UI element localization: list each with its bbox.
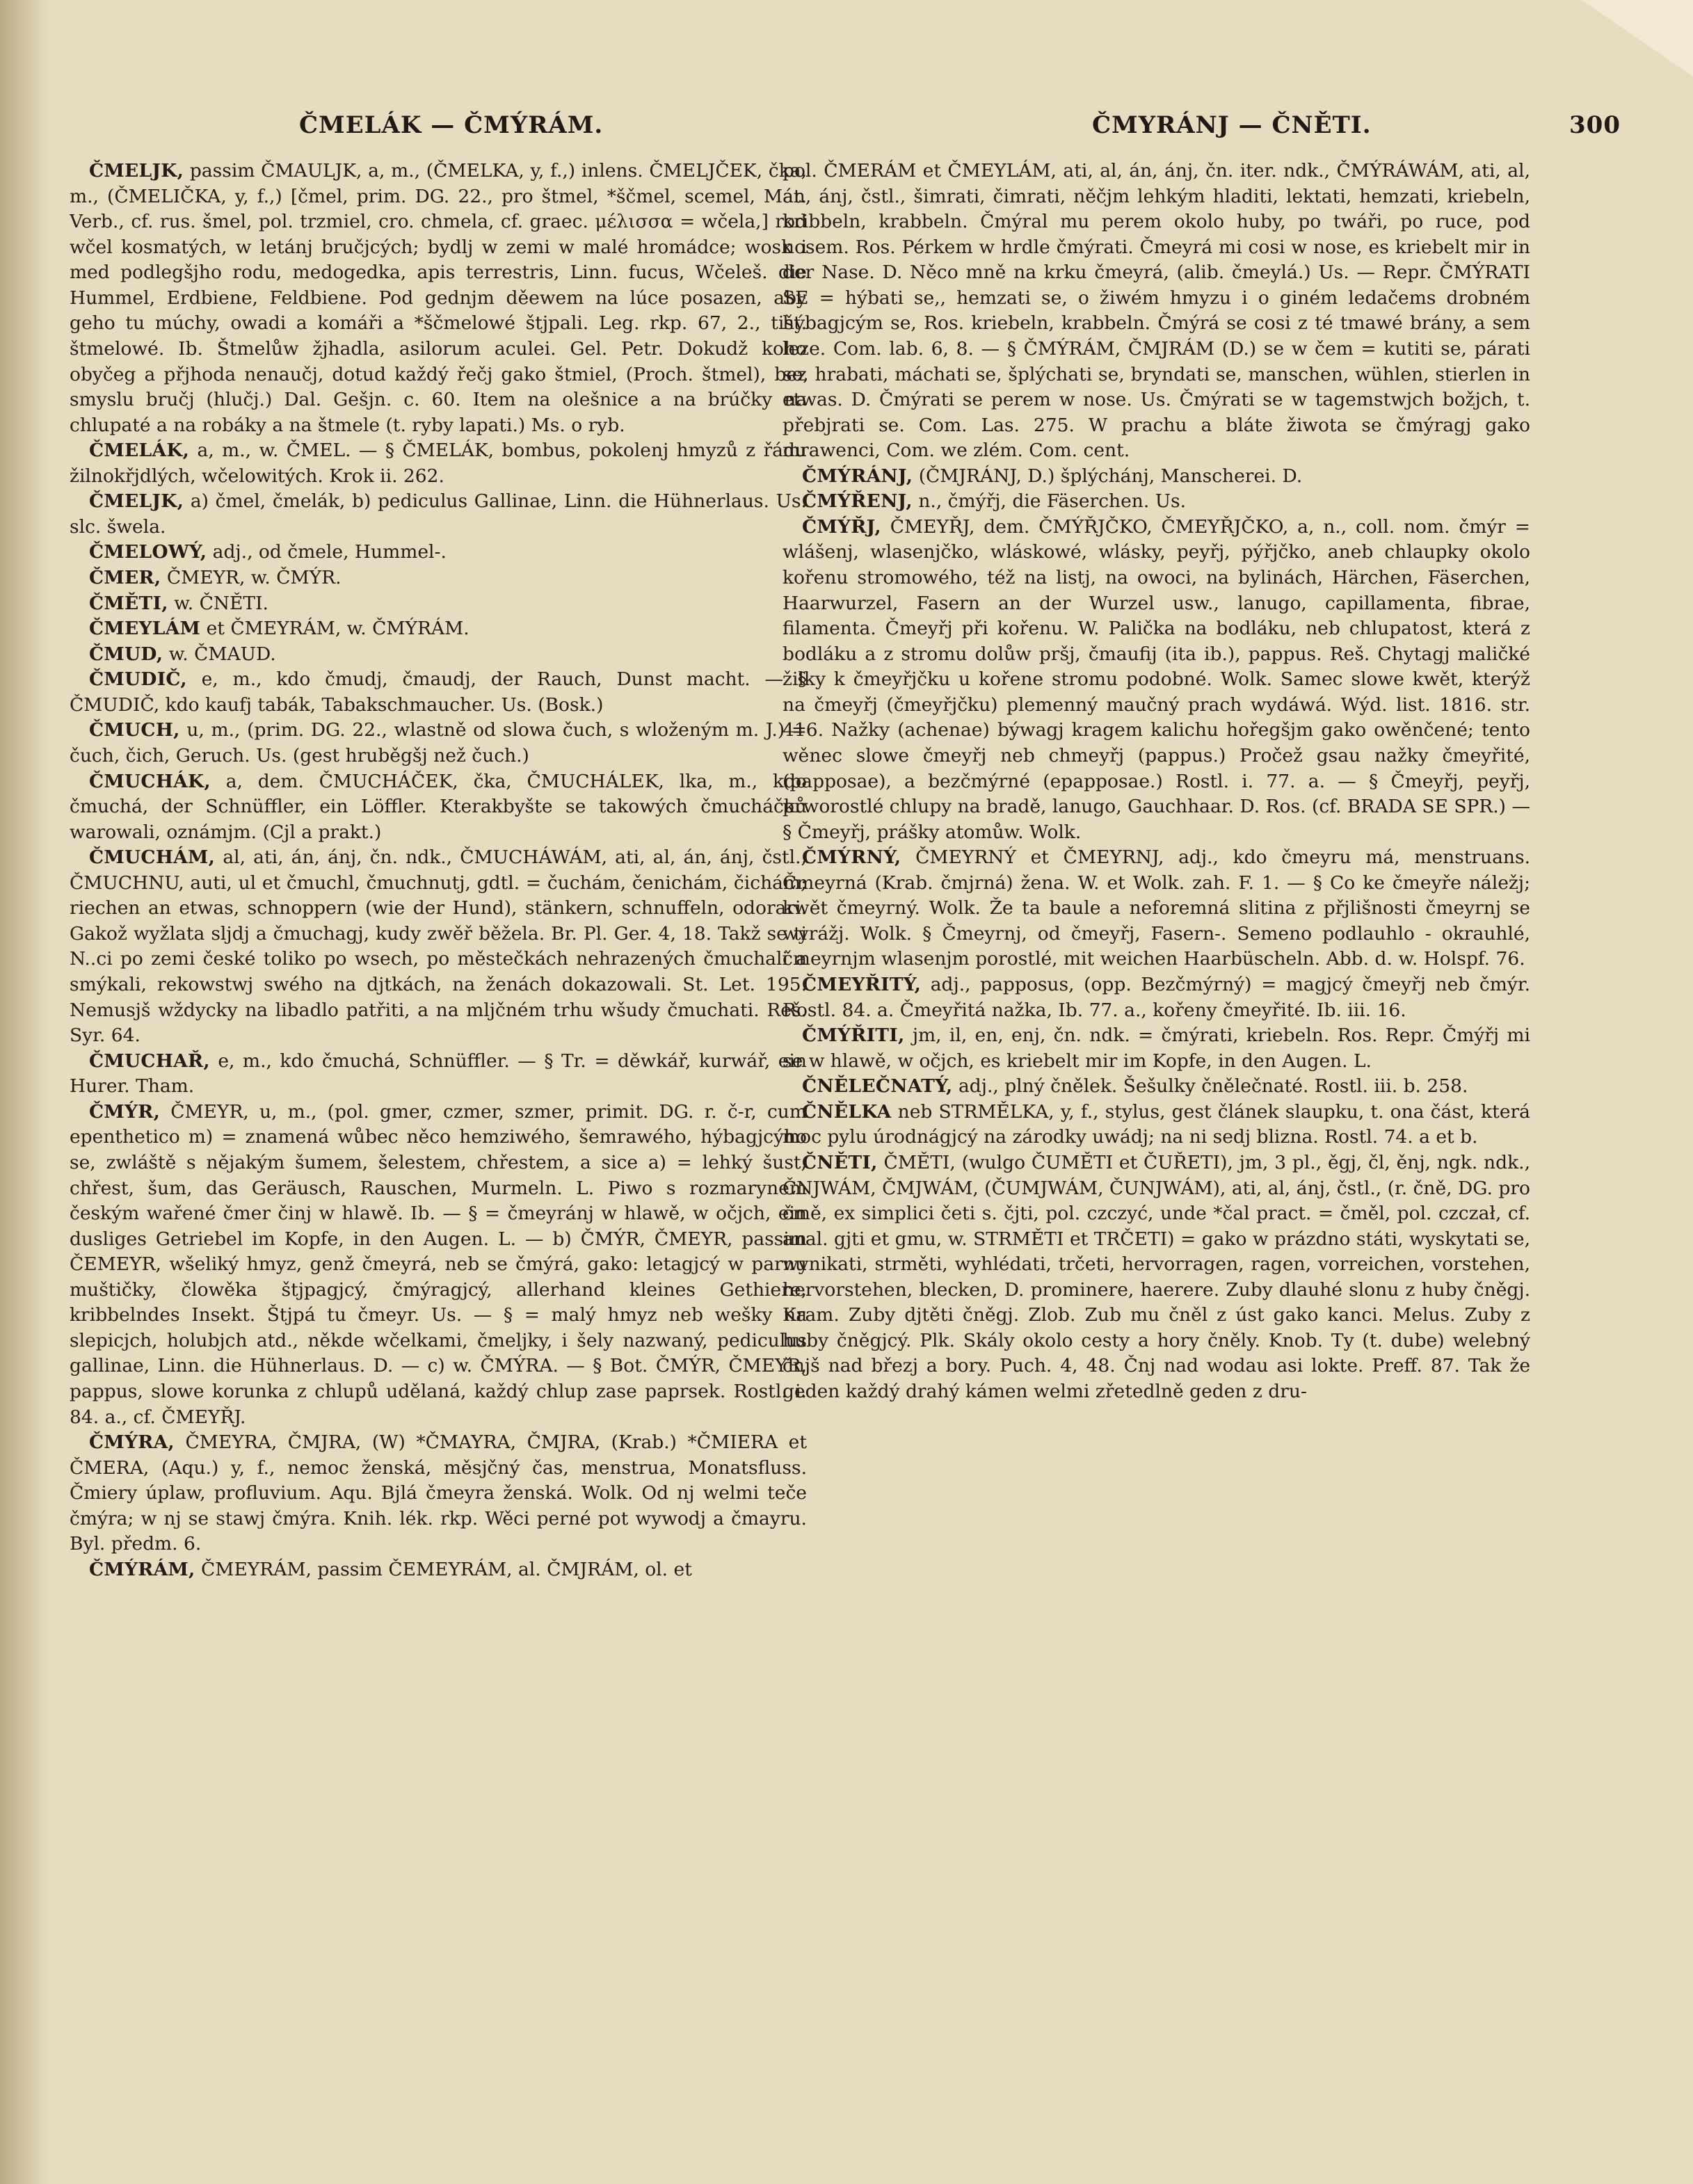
entry-headword: ČMUCHÁM, <box>89 846 216 869</box>
dictionary-entry <box>70 718 807 769</box>
dictionary-entry <box>70 616 807 642</box>
entry-headword: ČMEYŘITÝ, <box>802 974 922 995</box>
entry-headword: ČMÝR, <box>89 1100 161 1123</box>
dictionary-entry <box>783 464 1530 490</box>
entry-headword: ČMELOWÝ, <box>89 541 207 563</box>
dictionary-entry <box>70 565 807 591</box>
entry-definition: ČMEYRNÝ et ČMEYRNJ, adj., kdo čmeyru má, menstruans. Čmeyrná (Krab. čmjrná) žena. W. et Wolk. zah. F. 1. — § Co ke čmeyře náležj; kwět čmeyrný. Wolk. Že ta baule a neforemná slitina z přjlišnosti čmeyrnj se wyrážj. Wolk. § Čmeyrnj, od čmeyřj, Fasern-. Semeno podlauhlo - okrauhlé, čmeyrnjm wlasenjm porostlé, mit weichen Haarbüscheln. Abb. d. w. Holspf. 76. <box>783 846 1530 970</box>
dictionary-entry <box>783 1100 1530 1150</box>
dictionary-entry <box>70 489 807 540</box>
dictionary-entry <box>70 1100 807 1430</box>
dictionary-entry <box>70 667 807 718</box>
entry-headword: ČMUD, <box>89 643 163 665</box>
entry-definition: w. ČMAUD. <box>168 643 276 665</box>
entry-definition: pol. ČMERÁM et ČMEYLÁM, ati, al, án, ánj, čn. iter. ndk., ČMÝRÁWÁM, ati, al, án, ánj, čstl., šimrati, čimrati, něčjm lehkým hladiti, lektati, hemzati, kriebeln, kribbeln, krabbeln. Čmýral mu perem okolo huby, po twáři, po ruce, pod nosem. Ros. Pérkem w hrdle čmýrati. Čmeyrá mi cosi w nose, es kriebelt mir in der Nase. D. Něco mně na krku čmeyrá, (alib. čmeylá.) Us. — Repr. ČMÝRATI SE = hýbati se,, hemzati se, o žiwém hmyzu i o giném ledačems drobném hýbagjcým se, Ros. kriebeln, krabbeln. Čmýrá se cosi z té tmawé brány, a sem leze. Com. lab. 6, 8. — § ČMÝRÁM, ČMJRÁM (D.) se w čem = kutiti se, párati se, hrabati, máchati se, šplýchati se, bryndati se, manschen, wühlen, stierlen in etwas. D. Čmýrati se perem w nose. Us. Čmýrati se w tagemstwjch božjch, t. přebjrati se. Com. Las. 275. W prachu a bláte žiwota se čmýragj gako mrawenci, Com. we zlém. Com. cent. <box>783 160 1530 462</box>
dictionary-entry <box>70 159 807 438</box>
entry-definition: al, ati, án, ánj, čn. ndk., ČMUCHÁWÁM, ati, al, án, ánj, čstl., ČMUCHNU, auti, ul et čmuchl, čmuchnutj, gdtl. = čuchám, čenichám, čichám; riechen an etwas, schnoppern (wie der Hund), stänkern, schnuffeln, odorari. Gakož wyžlata sljdj a čmuchagj, kudy zwěř běžela. Br. Pl. Ger. 4, 18. Takž se ti N..ci po zemi české toliko po wsech, po městečkách nehrazených čmuchali a smýkali, rekowstwj swého na djtkách, na ženách dokazowali. St. Let. 195. Nemusjš wždycky na libadlo patřiti, a na mljčném trhu wšudy čmuchati. Reš. Syr. 64. <box>70 846 807 1047</box>
entry-headword: ČNĚTI, <box>802 1151 878 1173</box>
entry-definition: neb STRMĚLKA, y, f., stylus, gest článek slaupku, t. ona část, která moc pylu úrodnágjcý na zárodky uwádj; na ni sedj blizna. Rostl. 74. a et b. <box>783 1100 1530 1148</box>
entry-definition: passim ČMAULJK, a, m., (ČMELKA, y, f.,) inlens. ČMELJČEK, čka, m., (ČMELIČKA, y, f.,) [čmel, prim. DG. 22., pro štmel, *ščmel, scemel, Mat. Verb., cf. rus. šmel, pol. trzmiel, cro. chmela, cf. graec. μέλισσα = wčela,] rod wčel kosmatých, w letánj bručjcých; bydlj w zemi w malé hromádce; wosk i med podlegšjho rodu, medogedka, apis terrestris, Linn. fucus, Wčeleš. die Hummel, Erdbiene, Feldbiene. Pod gednjm děewem na lúce posazen, aby geho tu múchy, owadi a komáři a *ščmelowé štjpali. Leg. rkp. 67, 2., tišt. štmelowé. Ib. Štmelůw žjhadla, asilorum aculei. Gel. Petr. Dokudž koho obyčeg a přjhoda nenaučj, dotud každý řečj gako štmiel, (Proch. štmel), bez smyslu bručj (hlučj.) Dal. Gešjn. c. 60. Item na olešnice a na brúčky na chlupaté a na robáky a na štmele (t. ryby lapati.) Ms. o ryb. <box>70 160 807 436</box>
header-left: ČMELÁK — ČMÝRÁM. <box>299 111 604 139</box>
entry-headword: ČMÝŘENJ, <box>802 490 913 513</box>
dictionary-entry <box>70 1049 807 1100</box>
dictionary-entry <box>70 540 807 565</box>
entry-definition: jm, il, en, enj, čn. ndk. = čmýrati, kriebeln. Ros. Repr. Čmýřj mi se w hlawě, w očjch, es kriebelt mir im Kopfe, in den Augen. L. <box>783 1025 1530 1072</box>
dictionary-entry <box>70 591 807 617</box>
binding-gutter-shadow <box>0 0 49 2184</box>
entry-headword: ČMELÁK, <box>89 440 190 462</box>
dictionary-entry <box>70 438 807 489</box>
entry-definition: ČMEYR, u, m., (pol. gmer, czmer, szmer, primit. DG. r. č-r, cum epenthetico m) = znamená wůbec něco hemziwého, šemrawého, hýbagjcýho se, zwláště s nějakým šumem, šelestem, chřestem, a sice a) = lehký šust, chřest, šum, das Geräusch, Rauschen, Murmeln. L. Piwo s rozmarynem českým wařené čmer činj w hlawě. Ib. — § = čmeyránj w hlawě, w očjch, ein dusliges Getriebel im Kopfe, in den Augen. L. — b) ČMÝR, ČMEYR, passim ČEMEYR, wšeliký hmyz, genž čmeyrá, neb se čmýrá, gako: letagjcý w parnu muštičky, člowěka štjpagjcý, čmýragjcý, allerhand kleines Gethiere, kribbelndes Insekt. Štjpá tu čmeyr. Us. — § = malý hmyz neb wešky na slepicjch, holubjch atd., někde wčelkami, čmeljky, i šely nazwaný, pediculus gallinae, Linn. die Hühnerlaus. D. — c) w. ČMÝRA. — § Bot. ČMÝR, ČMEYR, pappus, slowe korunka z chlupů udělaná, každý chlup zase paprsek. Rostl. i. 84. a., cf. ČMEYŘJ. <box>70 1100 807 1428</box>
entry-definition: adj., od čmele, Hummel-. <box>212 541 447 563</box>
entry-definition: ČMEYRÁM, passim ČEMEYRÁM, al. ČMJRÁM, ol. et <box>201 1558 692 1580</box>
entry-definition: e, m., kdo čmudj, čmaudj, der Rauch, Dunst macht. — § ČMUDIČ, kdo kaufj tabák, Tabakschmaucher. Us. (Bosk.) <box>70 668 807 716</box>
entry-definition: adj., plný čnělek. Šešulky čnělečnaté. Rostl. iii. b. 258. <box>958 1075 1468 1098</box>
dictionary-entry <box>70 845 807 1049</box>
header-right: ČMYRÁNJ — ČNĚTI. <box>1092 111 1372 139</box>
entry-headword: ČMÝRÁM, <box>89 1558 195 1580</box>
dictionary-entry <box>70 769 807 846</box>
entry-definition: a, dem. ČMUCHÁČEK, čka, ČMUCHÁLEK, lka, m., kdo čmuchá, der Schnüffler, ein Löffler. Kterakbyšte se takowých čmucháčků warowali, oznámjm. (Cjl a prakt.) <box>70 770 807 843</box>
dictionary-entry <box>783 845 1530 972</box>
right-column <box>783 159 1530 2148</box>
dictionary-entry <box>70 1430 807 1557</box>
entry-headword: ČMÝŘITI, <box>802 1025 905 1047</box>
entry-headword: ČMÝRÁNJ, <box>802 465 913 487</box>
entry-headword: ČNĚLEČNATÝ, <box>802 1075 953 1098</box>
dictionary-entry <box>783 1074 1530 1100</box>
entry-headword: ČMUDIČ, <box>89 668 187 691</box>
entry-headword: ČMUCHAŘ, <box>89 1050 210 1072</box>
running-header <box>70 111 1621 153</box>
entry-definition: adj., papposus, (opp. Bezčmýrný) = magjcý čmeyřj neb čmýr. Rostl. 84. a. Čmeyřitá nažka, Ib. 77. a., kořeny čmeyřité. Ib. iii. 16. <box>783 974 1530 1021</box>
dictionary-entry <box>783 159 1530 464</box>
entry-definition: w. ČNĚTI. <box>174 592 268 614</box>
left-column <box>70 159 807 2148</box>
entry-headword: ČMER, <box>89 567 161 588</box>
entry-headword: ČMUCHÁK, <box>89 770 211 792</box>
page-number: 300 <box>1569 111 1621 139</box>
entry-headword: ČMELJK, <box>89 160 184 182</box>
dictionary-entry <box>783 515 1530 845</box>
dictionary-entry <box>70 1557 807 1583</box>
entry-definition: e, m., kdo čmuchá, Schnüffler. — § Tr. = děwkář, kurwář, ein Hurer. Tham. <box>70 1050 807 1098</box>
entry-definition: ČMEYRA, ČMJRA, (W) *ČMAYRA, ČMJRA, (Krab.) *ČMIERA et ČMERA, (Aqu.) y, f., nemoc ženská, měsjčný čas, menstrua, Monatsfluss. Čmiery úplaw, profluvium. Aqu. Bjlá čmeyra ženská. Wolk. Od nj welmi teče čmýra; w nj se stawj čmýra. Knih. lék. rkp. Wěci perné pot wywodj a čmayru. Byl. předm. 6. <box>70 1431 807 1555</box>
entry-headword: ČMEYLÁM <box>89 618 201 640</box>
entry-definition: ČMEYR, w. ČMÝR. <box>166 567 342 588</box>
dictionary-entry <box>783 1150 1530 1405</box>
dictionary-entry <box>783 1023 1530 1074</box>
entry-definition: ČMĚTI, (wulgo ČUMĚTI et ČUŘETI), jm, 3 pl., ěgj, čl, ěnj, ngk. ndk., ČNJWÁM, ČMJWÁM, (ČUMJWÁM, ČUNJWÁM), ati, al, ánj, čstl., (r. čně, DG. pro čmě, ex simplici četi s. čjti, pol. czczyć, unde *čal pract. = čměl, pol. czczał, cf. anal. gjti et gmu, w. STRMĚTI et TRČETI) = gako w prázdno státi, wyskytati se, wynikati, strměti, wyhlédati, trčeti, hervorragen, ragen, vorreichen, vorstehen, hervorstehen, blecken, D. prominere, haerere. Zuby dlauhé slonu z huby čněgj. Kram. Zuby djtěti čněgj. Zlob. Zub mu čněl z úst gako kanci. Melus. Zuby z huby čněgjcý. Plk. Skály okolo cesty a hory čněly. Knob. Ty (t. dube) welebný čnjš nad březj a bory. Puch. 4, 48. Čnj nad wodau asi lokte. Preff. 87. Tak že geden každý drahý kámen welmi zřetedlně geden z dru- <box>783 1151 1530 1402</box>
entry-headword: ČNĚLKA <box>802 1100 892 1123</box>
dictionary-entry <box>70 642 807 668</box>
entry-headword: ČMELJK, <box>89 490 184 513</box>
entry-definition: u, m., (prim. DG. 22., wlastně od slowa čuch, s wloženým m. J.) = čuch, čich, Geruch. Us. (gest hruběgšj než čuch.) <box>70 719 807 766</box>
entry-definition: n., čmýřj, die Fäserchen. Us. <box>918 490 1187 513</box>
entry-definition: a) čmel, čmelák, b) pediculus Gallinae, Linn. die Hühnerlaus. Us. slc. šwela. <box>70 490 807 538</box>
entry-definition: et ČMEYRÁM, w. ČMÝRÁM. <box>206 618 470 640</box>
entry-headword: ČMÝŘJ, <box>802 515 881 538</box>
dictionary-entry <box>783 489 1530 515</box>
page-corner-fold <box>1582 0 1693 77</box>
dictionary-entry <box>783 972 1530 1023</box>
entry-definition: a, m., w. ČMEL. — § ČMELÁK, bombus, pokolenj hmyzů z řádu žilnokřjdlých, wčelowitých. Krok ii. 262. <box>70 440 807 487</box>
entry-headword: ČMĚTI, <box>89 592 168 614</box>
entry-definition: (ČMJRÁNJ, D.) šplýchánj, Manscherei. D. <box>918 465 1303 487</box>
entry-headword: ČMÝRNÝ, <box>802 846 901 869</box>
entry-headword: ČMUCH, <box>89 719 180 741</box>
entry-headword: ČMÝRA, <box>89 1431 175 1454</box>
entry-definition: ČMEYŘJ, dem. ČMÝŘJČKO, ČMEYŘJČKO, a, n., coll. nom. čmýr = wlášenj, wlasenjčko, wláskowé, wlásky, peyřj, pýřjčko, aneb chlaupky okolo kořenu stromowého, též na listj, na owoci, na bylinách, Härchen, Fäserchen, Haarwurzel, Fasern an der Wurzel usw., lanugo, capillamenta, fibrae, filamenta. Čmeyřj při kořenu. W. Palička na bodláku, neb chlupatost, která z bodláku a z stromu dolůw pršj, čmaufij (ita ib.), pappus. Reš. Chytagj maličké žilky k čmeyřjčku u kořene stromu podobné. Wolk. Samec slowe kwět, kterýž na čmeyřj (čmeyřjčku) plemenný maučný prach wydáwá. Wýd. list. 1816. str. 416. Nažky (achenae) býwagj kragem kalichu hořegšjm gako owěnčené; tento wěnec slowe čmeyřj neb chmeyřj (pappus.) Pročež gsau nažky čmeyřité, (papposae), a bezčmýrné (epapposae.) Rostl. i. 77. a. — § Čmeyřj, peyřj, prworostlé chlupy na bradě, lanugo, Gauchhaar. D. Ros. (cf. BRADA SE SPR.) — § Čmeyřj, prášky atomůw. Wolk. <box>783 515 1530 843</box>
